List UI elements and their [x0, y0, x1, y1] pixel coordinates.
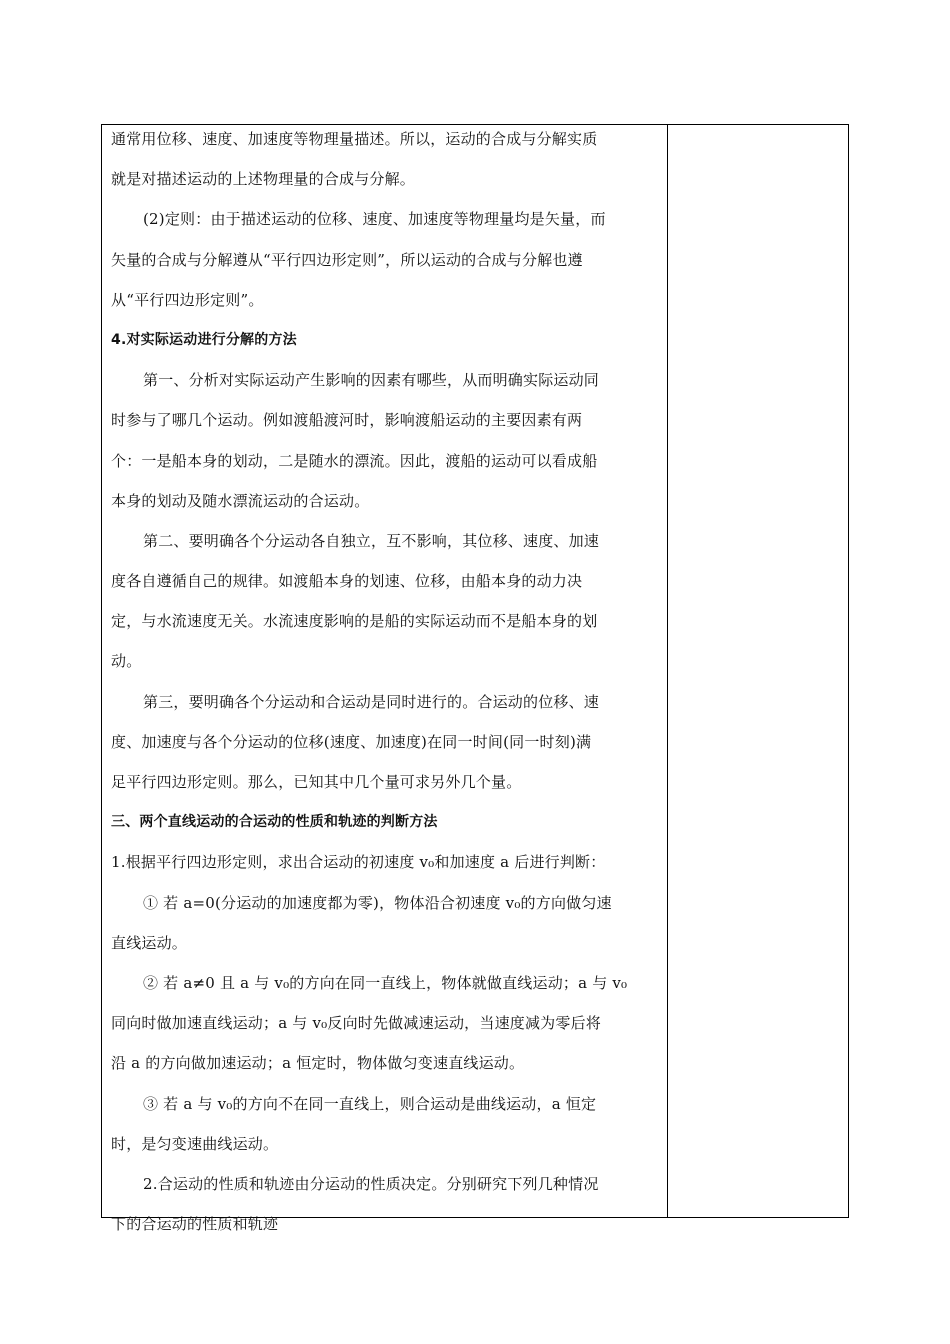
text-line: 同向时做加速直线运动；a 与 v₀反向时先做减速运动，当速度减为零后将: [111, 1014, 601, 1033]
main-content-column: [102, 125, 668, 1234]
text-line: 动。: [111, 652, 142, 671]
text-line: 矢量的合成与分解遵从“平行四边形定则”，所以运动的合成与分解也遵: [111, 250, 583, 269]
text-line: 度、加速度与各个分运动的位移(速度、加速度)在同一时间(同一时刻)满: [111, 732, 592, 751]
text-line: 定，与水流速度无关。水流速度影响的是船的实际运动而不是船本身的划: [111, 612, 598, 631]
text-line: 本身的划动及随水漂流运动的合运动。: [111, 491, 370, 510]
text-line: (2)定则：由于描述运动的位移、速度、加速度等物理量均是矢量，而: [143, 210, 606, 229]
text-line: 度各自遵循自己的规律。如渡船本身的划速、位移，由船本身的动力决: [111, 572, 583, 591]
text-line: 就是对描述运动的上述物理量的合成与分解。: [111, 170, 416, 189]
text-line: ② 若 a≠0 且 a 与 v₀的方向在同一直线上，物体就做直线运动；a 与 v₀: [143, 973, 628, 992]
text-line: 第二、要明确各个分运动各自独立，互不影响，其位移、速度、加速: [143, 531, 600, 550]
text-line: 个：一是船本身的划动，二是随水的漂流。因此，渡船的运动可以看成船: [111, 451, 598, 470]
text-line: 2.合运动的性质和轨迹由分运动的性质决定。分别研究下列几种情况: [143, 1174, 599, 1193]
text-line: ③ 若 a 与 v₀的方向不在同一直线上，则合运动是曲线运动，a 恒定: [143, 1094, 597, 1113]
text-line: 1.根据平行四边形定则，求出合运动的初速度 v₀和加速度 a 后进行判断：: [111, 853, 606, 872]
text-line: 从“平行四边形定则”。: [111, 290, 264, 309]
text-line: 第一、分析对实际运动产生影响的因素有哪些，从而明确实际运动同: [143, 371, 600, 390]
text-line: 时，是匀变速曲线运动。: [111, 1134, 279, 1153]
text-line: ① 若 a=0(分运动的加速度都为零)，物体沿合初速度 v₀的方向做匀速: [143, 893, 612, 912]
section-heading: 三、两个直线运动的合运动的性质和轨迹的判断方法: [111, 814, 438, 831]
text-line: 第三，要明确各个分运动和合运动是同时进行的。合运动的位移、速: [143, 692, 600, 711]
text-line: 足平行四边形定则。那么，已知其中几个量可求另外几个量。: [111, 773, 522, 791]
notes-column: [668, 125, 848, 1217]
text-line: 沿 a 的方向做加速运动；a 恒定时，物体做匀变速直线运动。: [111, 1054, 525, 1073]
section-heading: 4.对实际运动进行分解的方法: [111, 331, 297, 348]
content-table: [101, 124, 849, 1234]
text-line: 通常用位移、速度、加速度等物理量描述。所以，运动的合成与分解实质: [111, 130, 598, 148]
text-line: 直线运动。: [111, 933, 188, 952]
text-line: 时参与了哪几个运动。例如渡船渡河时，影响渡船运动的主要因素有两: [111, 411, 583, 430]
text-line: 下的合运动的性质和轨迹: [111, 1215, 279, 1234]
